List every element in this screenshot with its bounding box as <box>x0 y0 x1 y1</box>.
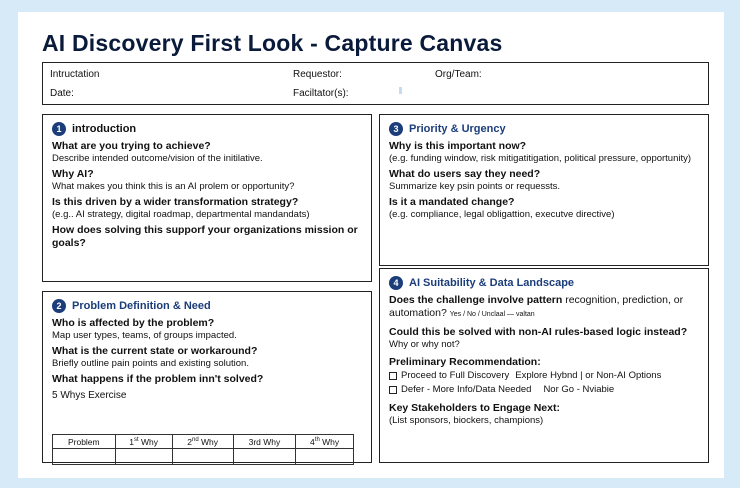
whys-cell[interactable] <box>53 449 116 465</box>
section-title: Problem Definition & Need <box>72 300 211 312</box>
whys-header-3rd: 3rd Why <box>233 435 296 449</box>
section-title: introduction <box>72 123 137 135</box>
whys-cell[interactable] <box>172 449 233 465</box>
whys-cell[interactable] <box>233 449 296 465</box>
org-team-field[interactable]: Org/Team: <box>435 69 482 80</box>
recommendation-option-row <box>389 369 699 383</box>
section-priority-urgency <box>379 114 709 266</box>
question: How does solving this supporf your organizations mission or goals? <box>52 224 358 249</box>
question: Preliminary Recommendation: <box>389 356 541 368</box>
whys-header-1st: 1st Why <box>115 435 172 449</box>
section-title: AI Suitability & Data Landscape <box>409 277 575 289</box>
question: Why AI? <box>52 168 94 180</box>
description: (e.g.. AI strategy, digital roadmap, departmental mandandats) <box>52 209 310 220</box>
question: What happens if the problem inn't solved? <box>52 373 264 385</box>
question: What is the current state or workaround? <box>52 345 258 357</box>
facilitators-field[interactable]: Faciltator(s): <box>293 88 349 99</box>
section-number-badge: 2 <box>52 299 66 313</box>
option-label: Explore Hybnd | or Non-AI Options <box>515 370 662 381</box>
section-problem-definition <box>42 291 372 463</box>
whys-header-2nd: 2nd Why <box>172 435 233 449</box>
question: Does the challenge involve pattern recognition, prediction, or automation? Yes / No / Unclaal — valtan <box>389 294 684 319</box>
introduction-field[interactable]: Intructation <box>50 69 100 80</box>
question: Who is affected by the problem? <box>52 317 215 329</box>
description: Why or why not? <box>389 339 460 350</box>
description: Map user types, teams, of groups impacted. <box>52 330 237 341</box>
question: What are you trying to achieve? <box>52 140 211 152</box>
header-fields <box>42 62 709 105</box>
description: (e.g. funding window, risk mitigatitigation, political pressure, opportunity) <box>389 153 692 164</box>
proceed-checkbox[interactable] <box>389 372 397 380</box>
whys-header-4th: 4th Why <box>296 435 354 449</box>
question: Is it a mandated change? <box>389 196 515 208</box>
question: Key Stakeholders to Engage Next: <box>389 402 560 414</box>
defer-checkbox[interactable] <box>389 386 397 394</box>
whys-cell[interactable] <box>115 449 172 465</box>
whys-cell[interactable] <box>296 449 354 465</box>
recommendation-option-row <box>389 383 699 397</box>
description: (List sponsors, biockers, champions) <box>389 415 544 426</box>
section-introduction <box>42 114 372 282</box>
description: Summarize key psin points or requessts. <box>389 181 561 192</box>
option-label: Proceed to Full Discovery <box>401 370 510 381</box>
five-whys-table <box>52 434 354 465</box>
section-number-badge: 4 <box>389 276 403 290</box>
description: What makes you think this is an AI prolem or opportunity? <box>52 181 295 192</box>
option-label: Defer - More Info/Data Needed <box>401 384 532 395</box>
text-cursor <box>399 87 402 94</box>
description: Describe intended outcome/vision of the initilative. <box>52 153 263 164</box>
date-field[interactable]: Date: <box>50 88 74 99</box>
requestor-field[interactable]: Requestor: <box>293 69 342 80</box>
whys-label: 5 Whys Exercise <box>52 390 127 401</box>
question: What do users say they need? <box>389 168 541 180</box>
question: Could this be solved with non-AI rules-based logic instead? <box>389 326 688 338</box>
section-ai-suitability <box>379 268 709 463</box>
question: Why is this important now? <box>389 140 527 152</box>
description: (e.g. compliance, legal obligattion, executve directive) <box>389 209 615 220</box>
section-title: Priority & Urgency <box>409 123 506 135</box>
page-title: AI Discovery First Look - Capture Canvas <box>42 30 503 56</box>
section-number-badge: 1 <box>52 122 66 136</box>
question: Is this driven by a wider transformation strategy? <box>52 196 299 208</box>
option-label: Nor Go - Nviabie <box>543 384 615 395</box>
description: Briefly outline pain points and existing solution. <box>52 358 249 369</box>
canvas-sheet <box>18 12 724 478</box>
whys-header-problem: Problem <box>53 435 116 449</box>
section-number-badge: 3 <box>389 122 403 136</box>
